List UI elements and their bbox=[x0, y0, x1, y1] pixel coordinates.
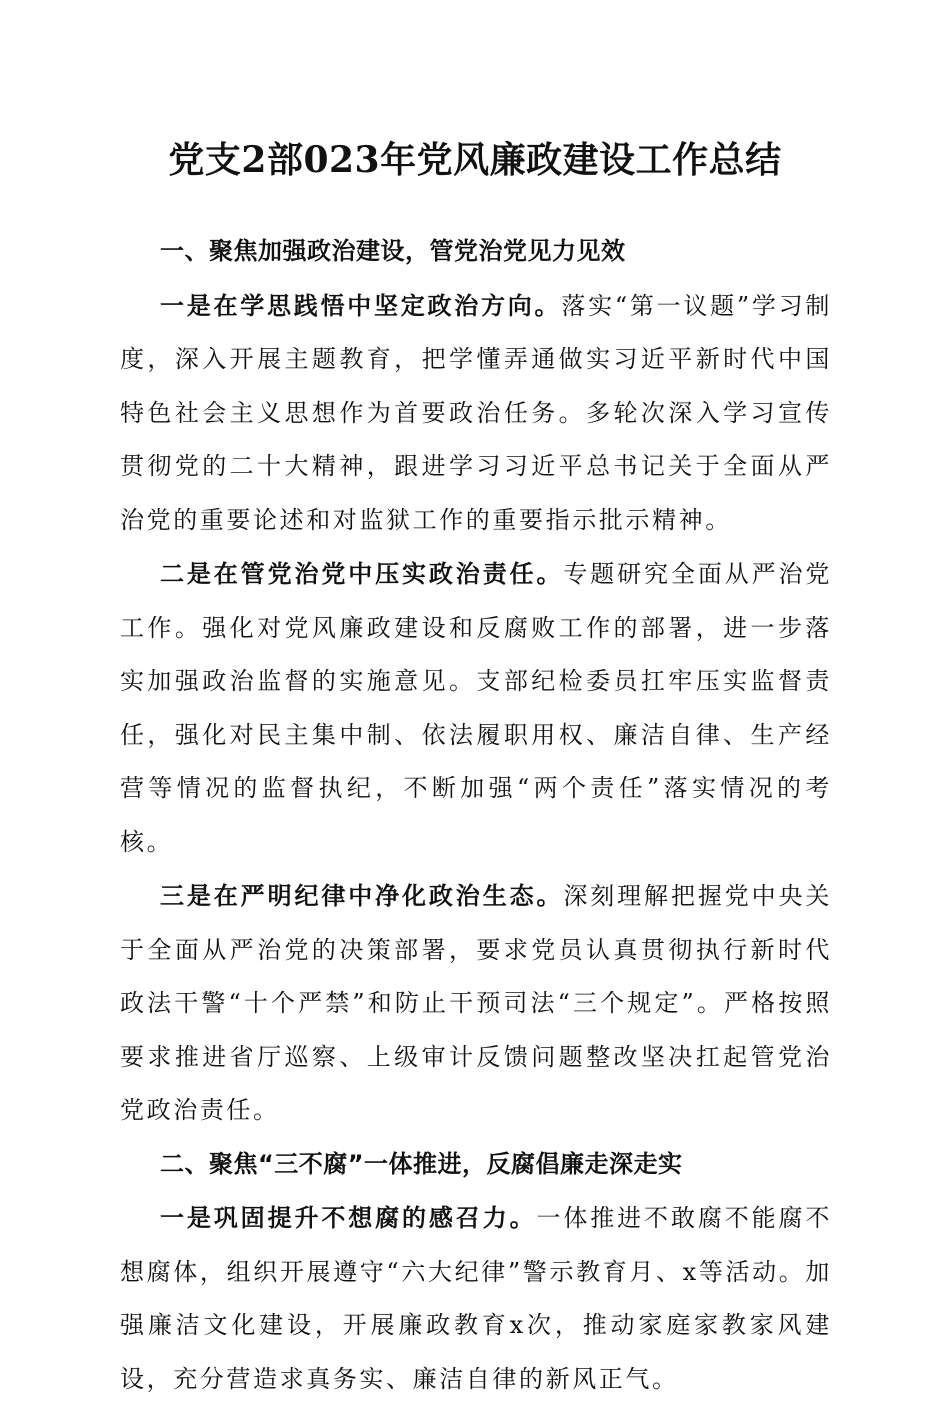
paragraph-lead: 一是在学思践悟中坚定政治方向。 bbox=[160, 291, 561, 320]
paragraph bbox=[120, 547, 832, 869]
section-heading: 一、聚焦加强政治建设，管党治党见力见效 bbox=[120, 225, 832, 279]
section-2 bbox=[120, 1138, 832, 1406]
paragraph bbox=[120, 1191, 832, 1406]
document-body bbox=[120, 225, 832, 1406]
paragraph-body: 一体推进不敢腐不能腐不想腐体，组织开展遵守“六大纪律”警示教育月、x等活动。加强廉洁文化建设，开展廉政教育x次，推动家庭家教家风建设，充分营造求真务实、廉洁自律的新风正气。 bbox=[120, 1204, 832, 1393]
paragraph-lead: 三是在严明纪律中净化政治生态。 bbox=[160, 881, 563, 910]
section-1 bbox=[120, 225, 832, 1138]
paragraph-body: 深刻理解把握党中央关于全面从严治党的决策部署，要求党员认真贯彻执行新时代政法干警“十个严禁”和防止干预司法“三个规定”。严格按照要求推进省厅巡察、上级审计反馈问题整改坚决扛起管党治党政治责任。 bbox=[120, 882, 832, 1124]
paragraph-body: 落实“第一议题”学习制度，深入开展主题教育，把学懂弄通做实习近平新时代中国特色社会主义思想作为首要政治任务。多轮次深入学习宣传贯彻党的二十大精神，跟进学习习近平总书记关于全面从严治党的重要论述和对监狱工作的重要指示批示精神。 bbox=[120, 292, 832, 534]
section-heading: 二、聚焦“三不腐”一体推进，反腐倡廉走深走实 bbox=[120, 1138, 832, 1192]
paragraph bbox=[120, 279, 832, 548]
paragraph-body: 专题研究全面从严治党工作。强化对党风廉政建设和反腐败工作的部署，进一步落实加强政治监督的实施意见。支部纪检委员扛牢压实监督责任，强化对民主集中制、依法履职用权、廉洁自律、生产经营等情况的监督执纪，不断加强“两个责任”落实情况的考核。 bbox=[120, 560, 832, 856]
paragraph-lead: 一是巩固提升不想腐的感召力。 bbox=[160, 1203, 536, 1232]
document-title: 党支2部023年党风廉政建设工作总结 bbox=[0, 136, 950, 184]
paragraph bbox=[120, 869, 832, 1138]
paragraph-lead: 二是在管党治党中压实政治责任。 bbox=[160, 559, 563, 588]
